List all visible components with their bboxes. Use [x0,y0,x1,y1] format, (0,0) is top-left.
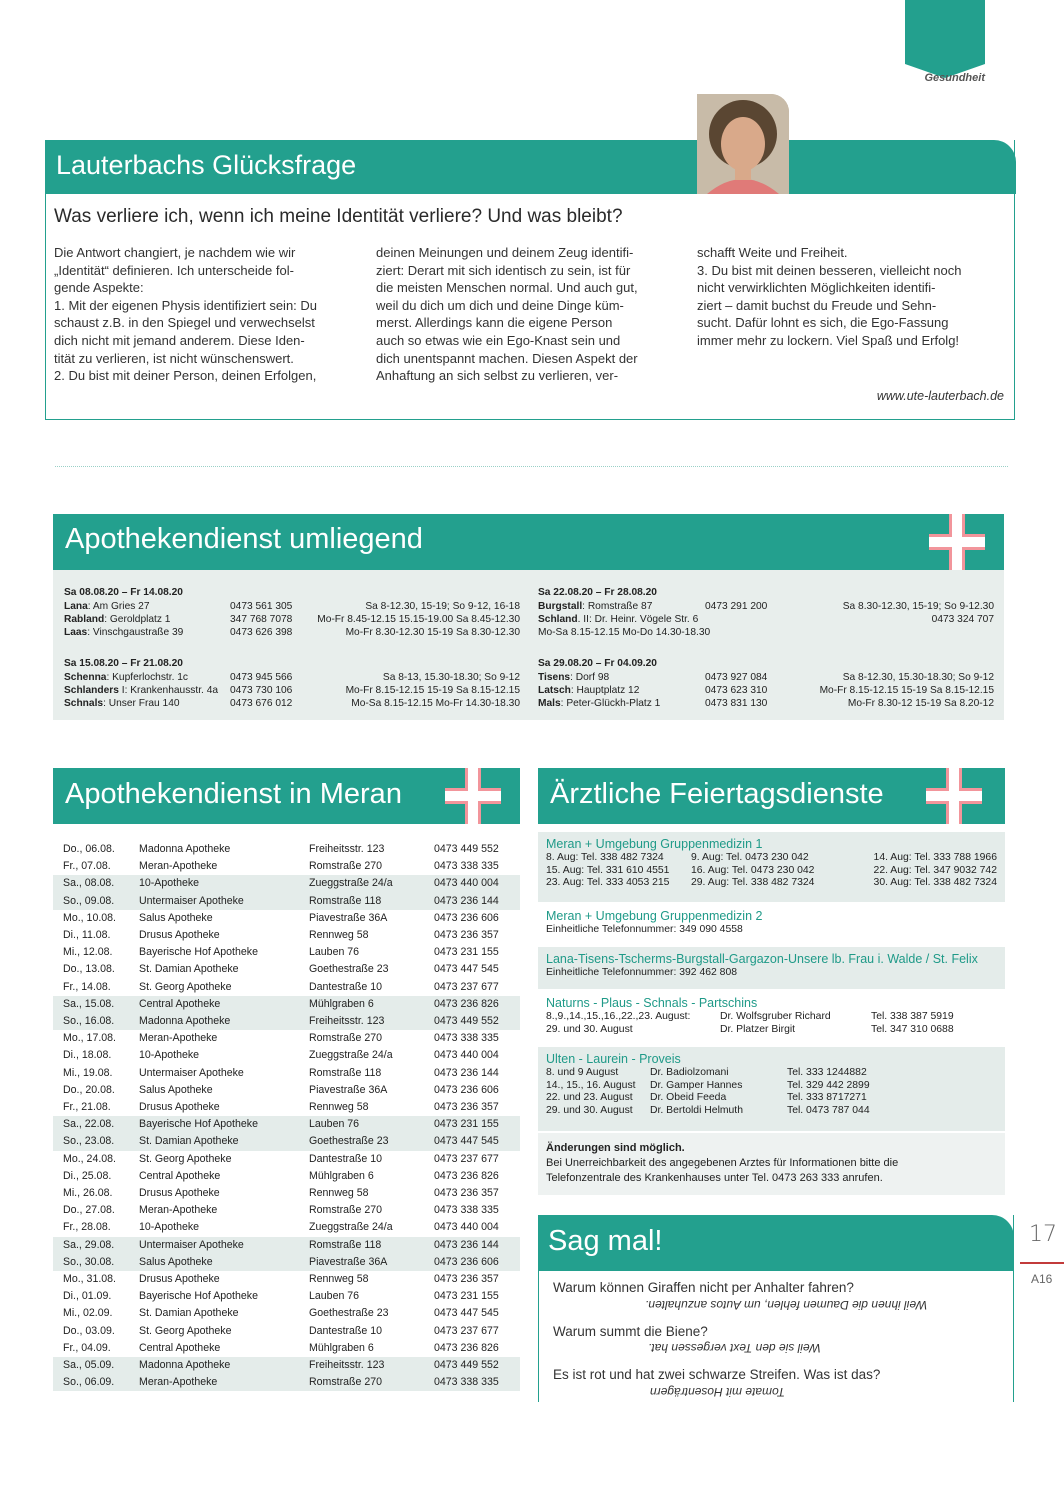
date-cell: Sa., 05.09. [63,1359,115,1371]
address-cell: Rennweg 58 [309,1101,369,1113]
riddle-question-2: Warum summt die Biene? [553,1324,708,1339]
table-row [53,1030,520,1047]
pharmacy-cell: Drusus Apotheke [139,1273,220,1285]
pharmacy-cell: St. Georg Apotheke [139,980,232,993]
pharmacy-cell: St. Damian Apotheke [139,1135,239,1148]
date-cell: So., 23.08. [63,1135,115,1148]
pharmacy-cell: Drusus Apotheke [139,1187,220,1199]
pharmacy-cell: St. Damian Apotheke [139,963,239,976]
table-row [53,1305,520,1322]
table-row [53,1151,520,1168]
table-row [53,1271,520,1288]
pharmacy-cell: Bayerische Hof Apotheke [139,1118,258,1131]
phone-cell: 0473 231 155 [434,946,499,959]
pharmacy-cell: Madonna Apotheke [139,843,231,855]
table-row [53,875,520,892]
address-cell: Freiheitsstr. 123 [309,1015,385,1027]
address-cell: Piavestraße 36A [309,1083,388,1096]
table-row [53,1219,520,1236]
address-cell: Romstraße 118 [309,1238,382,1251]
author-link[interactable]: www.ute-lauterbach.de [876,389,1004,403]
address-cell: Lauben 76 [309,1290,360,1303]
date-cell: So., 16.08. [63,1015,115,1027]
aerztlich-title: Ärztliche Feiertagsdienste [550,778,884,810]
gluecksfrage-title: Lauterbachs Glücksfrage [56,150,357,180]
pharmacy-cell: Untermaiser Apotheke [139,1238,244,1251]
aerztlich-group-3: Lana-Tisens-Tscherms-Burgstall-Gargazon-Unsere lb. Frau i. Walde / St. Felix Einheitliche Telefonnummer: 392 462 808 [538,947,1005,989]
phone-cell: 0473 440 004 [434,1221,499,1234]
address-cell: Mühlgraben 6 [309,1169,374,1182]
table-row [53,893,520,910]
date-cell: Di., 11.08. [63,929,111,941]
date-cell: Sa., 08.08. [63,877,115,890]
riddle-question-1: Warum können Giraffen nicht per Anhalter fahren? [553,1280,854,1295]
date-cell: Do., 03.09. [63,1324,115,1337]
address-cell: Goethestraße 23 [309,1307,389,1320]
phone-cell: 0473 231 155 [434,1290,499,1303]
date-cell: Mo., 31.08. [63,1273,116,1285]
date-cell: Fr., 28.08. [63,1221,111,1234]
address-cell: Zueggstraße 24/a [309,877,393,890]
phone-cell: 0473 236 144 [434,894,499,907]
section-label: Gesundheit [924,72,985,84]
phone-cell: 0473 231 155 [434,1118,499,1131]
phone-cell: 0473 447 545 [434,1135,499,1148]
table-row [53,979,520,996]
date-cell: Mo., 17.08. [63,1032,116,1045]
address-cell: Romstraße 270 [309,1376,383,1389]
phone-cell: 0473 449 552 [434,1015,499,1027]
phone-cell: 0473 236 826 [434,997,499,1010]
address-cell: Goethestraße 23 [309,963,389,976]
phone-cell: 0473 236 606 [434,911,499,924]
pharmacy-cell: Madonna Apotheke [139,1015,231,1027]
table-row [53,1065,520,1082]
table-row [53,841,520,858]
date-cell: Do., 27.08. [63,1204,115,1217]
page-code: A16 [1031,1272,1053,1286]
date-cell: Fr., 21.08. [63,1101,111,1113]
address-cell: Dantestraße 10 [309,1152,383,1165]
pharmacy-cell: Drusus Apotheke [139,929,220,941]
address-cell: Piavestraße 36A [309,911,388,924]
phone-cell: 0473 237 677 [434,1324,499,1337]
riddle-answer-2: Weil sie den Text vergessen hat. [648,1341,821,1355]
gluecksfrage-question: Was verliere ich, wenn ich meine Identität verliere? Und was bleibt? [54,206,623,227]
pharmacy-cross-icon [929,514,985,570]
table-row [53,858,520,875]
table-row [53,1116,520,1133]
umliegend-week-4: Sa 29.08.20 – Fr 04.09.20 Tisens: Dorf 98 0473 927 084 Sa 8-12.30, 15.30-18.30; So 9-12 Latsch: Hauptplatz 12 0473 623 310 Mo-Fr 8.15-12.15 15-19 Sa 8.15-12.15 Mals: Peter-Glückh-Platz 1 0473 831 130 Mo-Fr 8.30-12 15-19 Sa 8.20-12 [538,658,994,709]
date-cell: Fr., 07.08. [63,860,111,873]
address-cell: Lauben 76 [309,1118,360,1131]
aerztlich-group-2: Meran + Umgebung Gruppenmedizin 2 Einheitliche Telefonnummer: 349 090 4558 [546,909,763,935]
phone-cell: 0473 236 144 [434,1066,499,1079]
table-row [53,1185,520,1202]
pharmacy-cell: St. Georg Apotheke [139,1152,232,1165]
date-cell: Do., 13.08. [63,963,115,976]
phone-cell: 0473 236 606 [434,1255,499,1268]
phone-cell: 0473 236 357 [434,1273,499,1285]
pharmacy-cell: Central Apotheke [139,1341,221,1354]
page-divider [1020,1262,1064,1264]
phone-cell: 0473 237 677 [434,1152,499,1165]
aerztlich-header [538,768,1005,824]
phone-cell: 0473 237 677 [434,980,499,993]
address-cell: Mühlgraben 6 [309,997,374,1010]
riddle-answer-1: Weil ihnen die Daumen fehlen, um Autos anzuhalten. [645,1298,928,1312]
umliegend-header [53,514,1004,570]
section-tab [905,0,985,64]
aerztlich-note: Änderungen sind möglich. Bei Unerreichbarkeit des angegebenen Arztes für Informationen bitte die Telefonzentrale des Krankenhauses unter Tel. 0473 263 333 anrufen. [538,1133,1005,1195]
address-cell: Zueggstraße 24/a [309,1221,393,1234]
table-row [53,1047,520,1064]
umliegend-title: Apothekendienst umliegend [65,523,423,555]
phone-cell: 0473 449 552 [434,843,499,855]
address-cell: Dantestraße 10 [309,980,383,993]
pharmacy-cross-icon [445,768,501,824]
phone-cell: 0473 440 004 [434,1049,499,1062]
pharmacy-cell: Meran-Apotheke [139,860,218,873]
umliegend-week-2: Sa 15.08.20 – Fr 21.08.20 Schenna: Kupferlochstr. 1c 0473 945 566 Sa 8-13, 15.30-18.30; So 9-12 Schlanders I: Krankenhausstr. 4a 0473 730 106 Mo-Fr 8.15-12.15 15-19 Sa 8.15-12.15 Schnals: Unser Frau 140 0473 676 012 Mo-Sa 8.15-12.15 Mo-Fr 14.30-18.30 [64,658,520,709]
pharmacy-cell: Salus Apotheke [139,1083,213,1096]
table-row [53,944,520,961]
address-cell: Rennweg 58 [309,1187,369,1199]
phone-cell: 0473 236 826 [434,1169,499,1182]
riddle-question-3: Es ist rot und hat zwei schwarze Streifen. Was ist das? [553,1367,881,1382]
pharmacy-cell: Untermaiser Apotheke [139,1066,244,1079]
divider [55,466,1008,467]
umliegend-week-3: Sa 22.08.20 – Fr 28.08.20 Burgstall: Romstraße 87 0473 291 200 Sa 8.30-12.30, 15-19; So 9-12.30 Schland. II: Dr. Heinr. Vögele Str. 6 0473 324 707 Mo-Sa 8.15-12.15 Mo-Do 14.30-18.30 [538,587,994,638]
phone-cell: 0473 236 144 [434,1238,499,1251]
pharmacy-cell: St. Damian Apotheke [139,1307,239,1320]
table-row [53,1168,520,1185]
date-cell: So., 06.09. [63,1376,115,1389]
date-cell: So., 30.08. [63,1255,115,1268]
pharmacy-cell: 10-Apotheke [139,1221,200,1234]
phone-cell: 0473 338 335 [434,1204,499,1217]
author-photo [697,94,789,194]
date-cell: Do., 20.08. [63,1083,115,1096]
table-row [53,1133,520,1150]
phone-cell: 0473 338 335 [434,1376,499,1389]
table-row [53,1082,520,1099]
pharmacy-cell: Bayerische Hof Apotheke [139,946,258,959]
sagmal-title: Sag mal! [548,1225,663,1257]
date-cell: Di., 18.08. [63,1049,112,1062]
aerztlich-group-5: Ulten - Laurein - Proveis 8. und 9 August Dr. Badiolzomani Tel. 333 1244882 14., 15., 16. August Dr. Gamper Hannes Tel. 329 442 2899 22. und 23. August Dr. Obeid Feeda Tel. 333 8717271 29. und 30. August Dr. Bertoldi Helmuth Tel. 0473 787 044 [538,1047,1005,1131]
gluecksfrage-box [45,140,1015,420]
address-cell: Romstraße 270 [309,1032,383,1045]
address-cell: Romstraße 118 [309,1066,382,1079]
date-cell: Sa., 22.08. [63,1118,115,1131]
phone-cell: 0473 236 357 [434,929,499,941]
aerztlich-group-1: Meran + Umgebung Gruppenmedizin 1 8. Aug: Tel. 338 482 7324 9. Aug: Tel. 0473 230 042 14. Aug: Tel. 333 788 1966 15. Aug: Tel. 331 610 4551 16. Aug: Tel. 0473 230 042 22. Aug: Tel. 347 9032 742 23. Aug: Tel. 333 4053 215 29. Aug: Tel. 338 482 7324 30. Aug: Tel. 338 482 7324 [538,832,1005,902]
address-cell: Dantestraße 10 [309,1324,383,1337]
pharmacy-cell: 10-Apotheke [139,877,200,890]
date-cell: Mi., 02.09. [63,1307,113,1320]
address-cell: Mühlgraben 6 [309,1341,374,1354]
pharmacy-cell: Central Apotheke [139,1169,221,1182]
pharmacy-cell: Drusus Apotheke [139,1101,220,1113]
table-row [53,1013,520,1030]
date-cell: Di., 25.08. [63,1169,112,1182]
phone-cell: 0473 338 335 [434,860,499,873]
pharmacy-cell: Madonna Apotheke [139,1359,231,1371]
pharmacy-cell: Untermaiser Apotheke [139,894,244,907]
table-row [53,1357,520,1374]
address-cell: Freiheitsstr. 123 [309,1359,385,1371]
pharmacy-cell: Meran-Apotheke [139,1032,218,1045]
date-cell: Mi., 12.08. [63,946,113,959]
date-cell: So., 09.08. [63,894,115,907]
phone-cell: 0473 236 357 [434,1101,499,1113]
phone-cell: 0473 449 552 [434,1359,499,1371]
date-cell: Do., 06.08. [63,843,115,855]
gluecksfrage-col-2: deinen Meinungen und deinem Zeug identifi- ziert: Derart mit sich identisch zu sein, ist für die meisten Menschen normal. Und auch gut, weil du dich um dich und deine Dinge küm- merst. Allerdings kann die eigene Person auch so etwas wie ein Ego-Knast sein und dich unentspannt machen. Diesen Aspekt der Anhaftung an sich selbst zu verlieren, ver- [376,245,638,384]
table-row [53,910,520,927]
address-cell: Goethestraße 23 [309,1135,389,1148]
phone-cell: 0473 440 004 [434,877,499,890]
medical-cross-icon [926,768,982,824]
date-cell: Mi., 19.08. [63,1066,113,1079]
gluecksfrage-col-1: Die Antwort changiert, je nachdem wie wir „Identität“ definieren. Ich unterscheide fol- gende Aspekte: 1. Mit der eigenen Physis identifiziert sein: Du schaust z.B. in den Spiegel und verwechselst dich nicht mit jemand anderem. Diese Iden- tität zu verlieren, ist nicht wünschenswert. 2. Du bist mit deiner Person, deinen Erfolgen, [54,245,318,384]
address-cell: Rennweg 58 [309,929,369,941]
date-cell: Sa., 29.08. [63,1238,115,1251]
table-row [53,1254,520,1271]
address-cell: Piavestraße 36A [309,1255,388,1268]
table-row [53,1288,520,1305]
table-row [53,1202,520,1219]
pharmacy-cell: Meran-Apotheke [139,1204,218,1217]
address-cell: Rennweg 58 [309,1273,369,1285]
aerztlich-group-4: Naturns - Plaus - Schnals - Partschins 8.,9.,14.,15.,16.,22.,23. August: Dr. Wolfsgruber Richard Tel. 338 387 5919 29. und 30. August Dr. Platzer Birgit Tel. 347 310 0688 [546,996,954,1035]
phone-cell: 0473 236 357 [434,1187,499,1199]
phone-cell: 0473 236 606 [434,1083,499,1096]
gluecksfrage-col-3: schafft Weite und Freiheit. 3. Du bist mit deinen besseren, vielleicht noch nicht verwirklichten Möglichkeiten identifi- ziert – damit buchst du Freude und Sehn- sucht. Dafür lohnt es sich, die Ego-Fassung immer mehr zu lockern. Viel Spaß und Erfolg! [697,245,962,348]
address-cell: Freiheitsstr. 123 [309,843,385,855]
address-cell: Romstraße 118 [309,894,382,907]
table-row [53,1237,520,1254]
pharmacy-cell: Salus Apotheke [139,1255,213,1268]
pharmacy-cell: Bayerische Hof Apotheke [139,1290,258,1303]
address-cell: Romstraße 270 [309,860,383,873]
address-cell: Zueggstraße 24/a [309,1049,393,1062]
umliegend-week-1: Sa 08.08.20 – Fr 14.08.20 Lana: Am Gries 27 0473 561 305 Sa 8-12.30, 15-19; So 9-12, 16-18 Rabland: Geroldplatz 1 347 768 7078 Mo-Fr 8.45-12.15 15.15-19.00 Sa 8.45-12.30 Laas: Vinschgaustraße 39 0473 626 398 Mo-Fr 8.30-12.30 15-19 Sa 8.30-12.30 [64,587,520,638]
gluecksfrage-header [46,140,1016,194]
date-cell: Mo., 24.08. [63,1152,116,1165]
phone-cell: 0473 447 545 [434,963,499,976]
table-row [53,1099,520,1116]
date-cell: Mo., 10.08. [63,911,116,924]
table-row [53,927,520,944]
phone-cell: 0473 338 335 [434,1032,499,1045]
page-number: 17 [1029,1222,1057,1247]
date-cell: Fr., 14.08. [63,980,111,993]
table-row [53,1323,520,1340]
meran-header [53,768,520,824]
date-cell: Di., 01.09. [63,1290,112,1303]
pharmacy-cell: Meran-Apotheke [139,1376,218,1389]
address-cell: Lauben 76 [309,946,360,959]
sagmal-header [538,1215,1014,1271]
phone-cell: 0473 236 826 [434,1341,499,1354]
meran-title: Apothekendienst in Meran [65,778,402,810]
date-cell: Sa., 15.08. [63,997,115,1010]
phone-cell: 0473 447 545 [434,1307,499,1320]
date-cell: Fr., 04.09. [63,1341,111,1354]
pharmacy-cell: Salus Apotheke [139,911,213,924]
meran-table [53,830,520,1389]
address-cell: Romstraße 270 [309,1204,383,1217]
riddle-answer-3: Tomate mit Hosenträgern [650,1385,785,1399]
table-row [53,1374,520,1391]
pharmacy-cell: Central Apotheke [139,997,221,1010]
date-cell: Mi., 26.08. [63,1187,113,1199]
table-row [53,1340,520,1357]
table-row [53,961,520,978]
pharmacy-cell: 10-Apotheke [139,1049,200,1062]
pharmacy-cell: St. Georg Apotheke [139,1324,232,1337]
table-row [53,996,520,1013]
